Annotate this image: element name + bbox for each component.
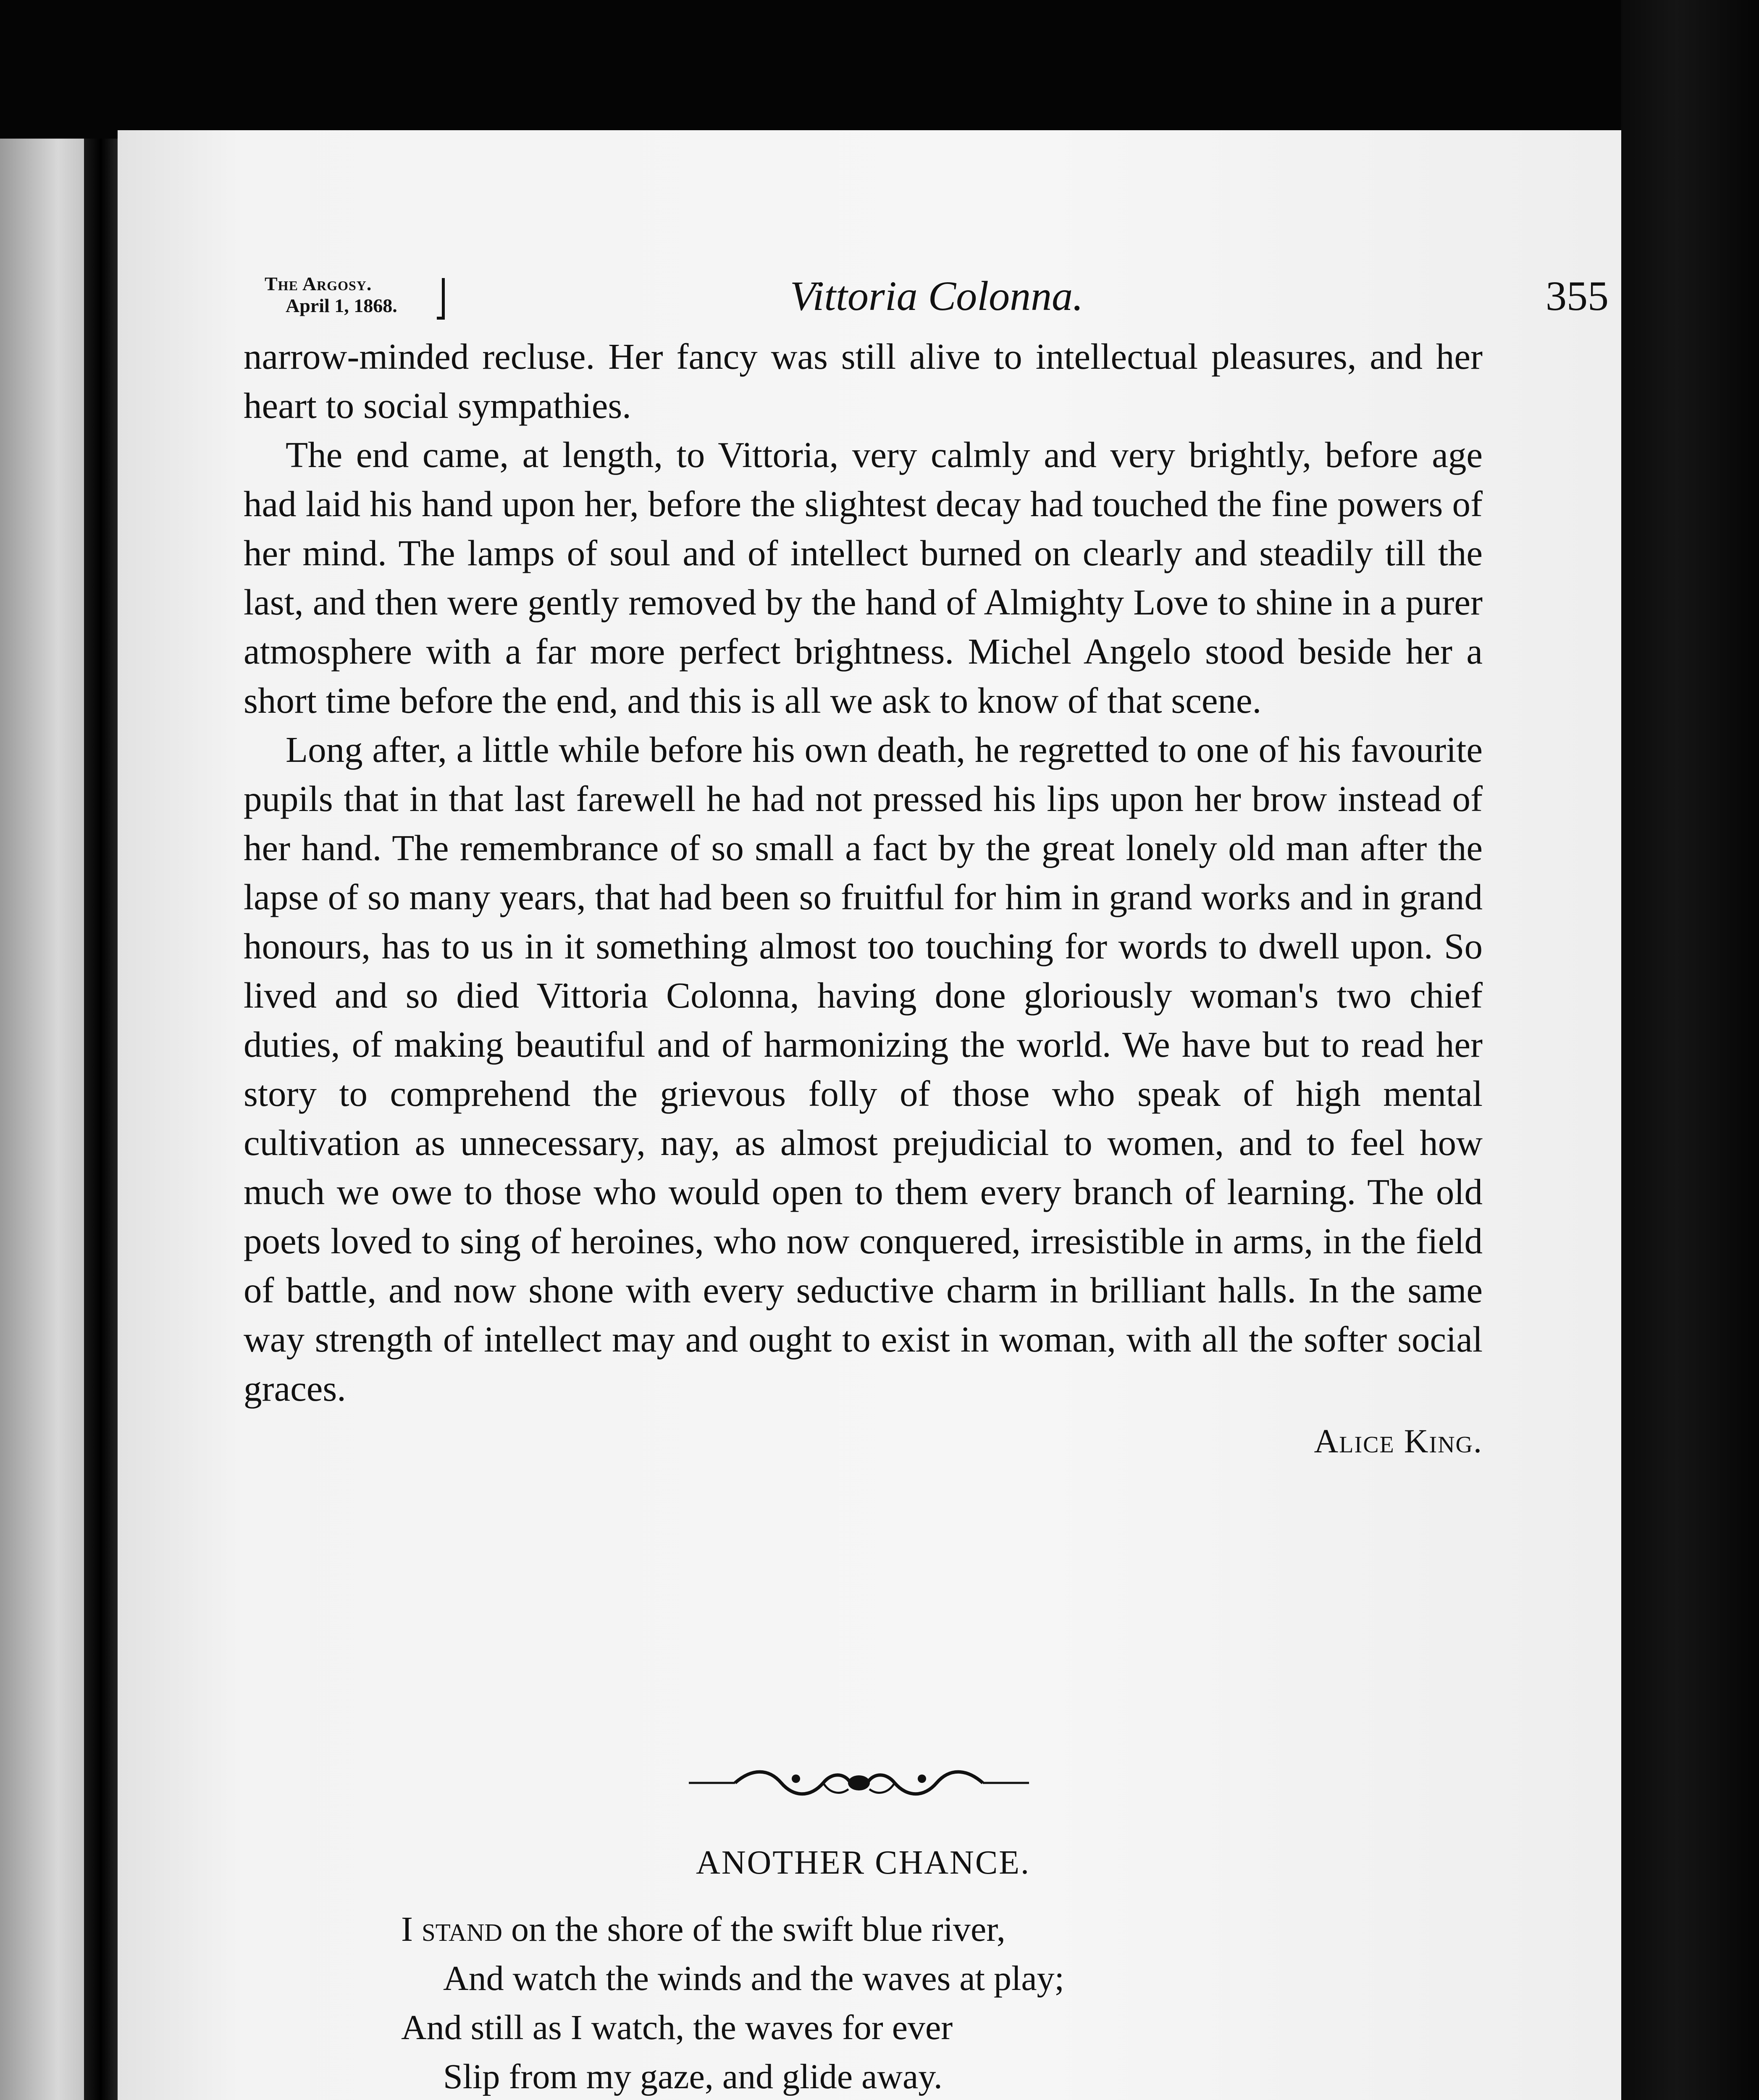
poem-line: And watch the winds and the waves at play; [443, 1959, 1064, 1998]
ornament-divider [685, 1760, 1033, 1806]
poem-body [401, 1905, 1493, 2100]
running-title: Vittoria Colonna. [790, 273, 1084, 319]
page-number: 355 [1546, 273, 1609, 319]
right-scan-edge [1621, 0, 1759, 2100]
poem-title: ANOTHER CHANCE. [696, 1844, 1031, 1881]
poem-line: And still as I watch, the waves for ever [401, 2008, 953, 2047]
poem-line: Slip from my gaze, and glide away. [443, 2057, 943, 2096]
left-page-edge [0, 139, 97, 2100]
book-gutter [84, 139, 118, 2100]
author-signature: Alice King. [1314, 1423, 1483, 1460]
header-bracket [437, 278, 445, 320]
article-paragraph: The end came, at length, to Vittoria, very calmly and very brightly, before age had laid his hand upon her, before the slightest decay had touched the fine powers of her mind. The lamps of soul and of intellect burned on clearly and steadily till the last, and then were gently removed by the hand of Almighty Love to shine in a purer atmosphere with a far more perfect brightness. Michel Angelo stood beside her a short time before the end, and this is all we ask to know of that scene. [244, 434, 1483, 721]
poem-line [401, 1905, 1493, 1954]
poem-stanza [401, 1905, 1493, 2100]
article-body [244, 332, 1483, 1466]
article-paragraph: Long after, a little while before his own death, he regretted to one of his favourite pupils that in that last farewell he had not pressed his lips upon her brow instead of her hand. The remembrance of so small a fact by the great lonely old man after the lapse of so many years, that had been so fruitful for him in grand works and in grand honours, has to us in it something almost too touching for words to dwell upon. So lived and so died Vittoria Colonna, having done gloriously woman's two chief duties, of making beautiful and of harmonizing the world. We have but to read her story to comprehend the grievous folly of those who speak of high mental cultivation as unnecessary, nay, as almost prejudicial to women, and to feel how much we owe to those who would open to them every branch of learning. The old poets loved to sing of heroines, who now conquered, irresistible in arms, in the field of battle, and now shone with every seductive charm in brilliant halls. In the same way strength of intellect may and ought to exist in woman, with all the softer social graces. [244, 729, 1483, 1409]
periodical-info [265, 273, 445, 317]
poem-first-line-rest: on the shore of the swift blue river, [502, 1910, 1006, 1949]
periodical-name: The Argosy. [265, 273, 372, 294]
poem-first-words: I stand [401, 1910, 502, 1949]
periodical-date: April 1, 1868. [286, 295, 397, 316]
book-page [118, 130, 1621, 2100]
article-paragraph: narrow-minded recluse. Her fancy was still alive to intellectual pleasures, and her heart to social sympathies. [244, 336, 1483, 426]
